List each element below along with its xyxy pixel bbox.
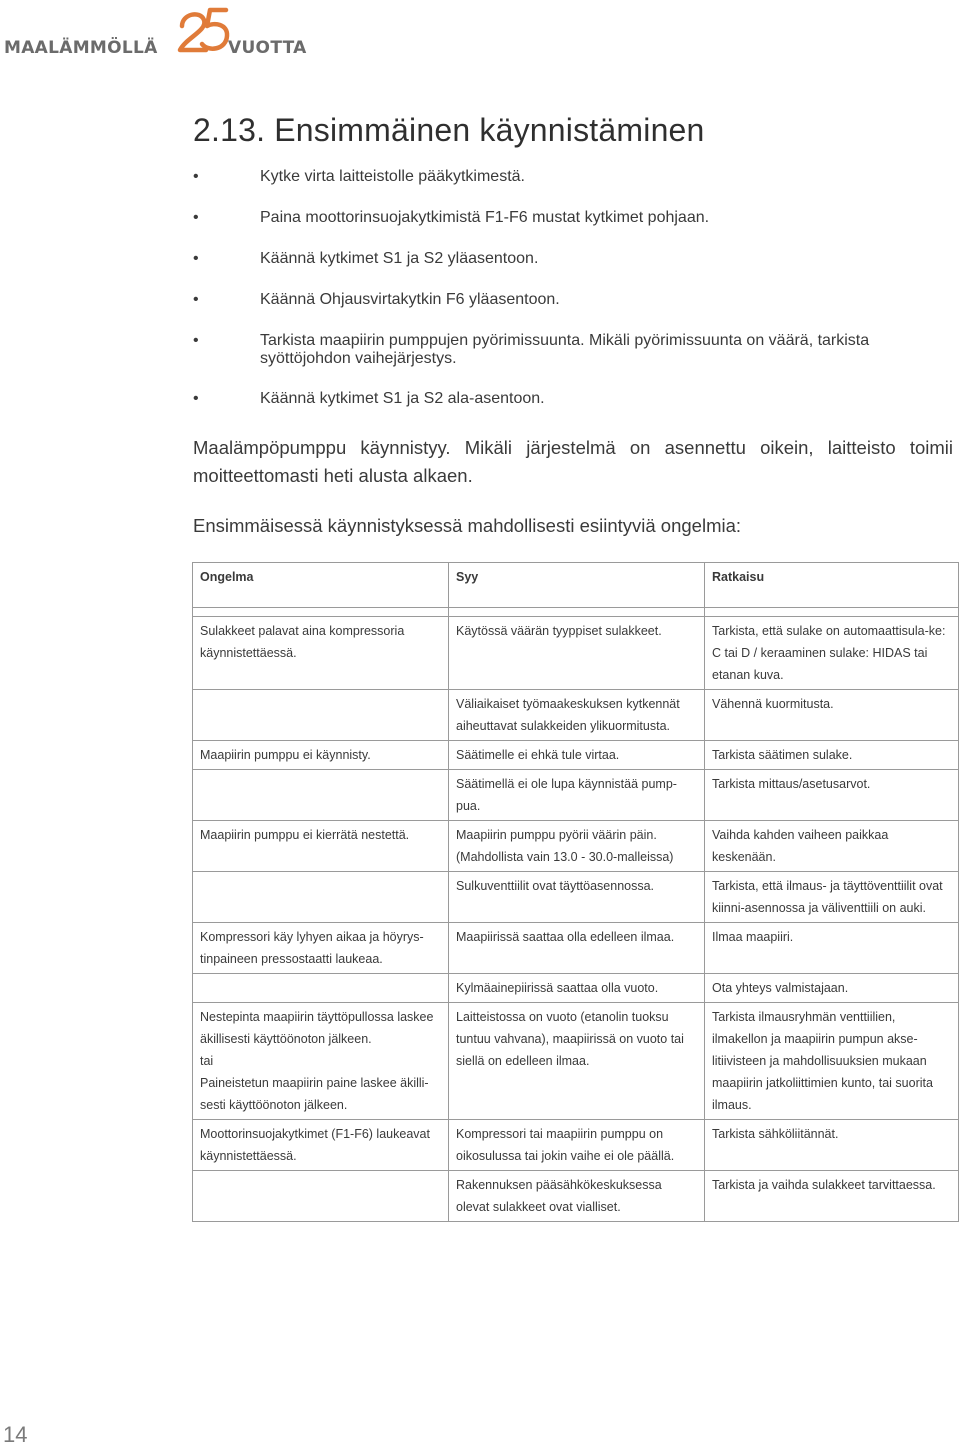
bullet-icon: • bbox=[193, 390, 199, 407]
cell-solution: Tarkista ja vaihda sulakkeet tarvittaessa. bbox=[705, 1171, 959, 1222]
column-header-solution: Ratkaisu bbox=[705, 563, 959, 608]
cell-cause: Sulkuventtiilit ovat täyttöasennossa. bbox=[449, 872, 705, 923]
table-row bbox=[193, 741, 959, 770]
cell-problem: Moottorinsuojakytkimet (F1-F6) laukeavat käynnistettäessä. bbox=[193, 1120, 449, 1171]
table-row bbox=[193, 1120, 959, 1171]
cell-cause: Kylmäainepiirissä saattaa olla vuoto. bbox=[449, 974, 705, 1003]
bullet-icon: • bbox=[193, 291, 199, 308]
cell-problem bbox=[193, 872, 449, 923]
troubleshooting-table bbox=[192, 562, 959, 1222]
cell-cause: Väliaikaiset työmaakeskuksen kytkennät aiheuttavat sulakkeiden ylikuormitusta. bbox=[449, 690, 705, 741]
cell-problem: Maapiirin pumppu ei kierrätä nestettä. bbox=[193, 821, 449, 872]
cell-cause: Maapiirin pumppu pyörii väärin päin. (Mahdollista vain 13.0 - 30.0-malleissa) bbox=[449, 821, 705, 872]
cell-solution: Tarkista mittaus/asetusarvot. bbox=[705, 770, 959, 821]
bullet-icon: • bbox=[193, 209, 199, 226]
bullet-icon: • bbox=[193, 250, 199, 267]
cell-problem: Maapiirin pumppu ei käynnisty. bbox=[193, 741, 449, 770]
brand-logo bbox=[4, 4, 309, 59]
logo-text-right: VUOTTA bbox=[228, 38, 307, 58]
table-row bbox=[193, 1171, 959, 1222]
list-item bbox=[193, 209, 933, 227]
cell-solution: Ota yhteys valmistajaan. bbox=[705, 974, 959, 1003]
table-row bbox=[193, 1003, 959, 1120]
list-item-text: Kytke virta laitteistolle pääkytkimestä. bbox=[260, 168, 525, 185]
cell-cause: Käytössä väärän tyyppiset sulakkeet. bbox=[449, 617, 705, 690]
page-number: 14 bbox=[3, 1422, 28, 1447]
table-row bbox=[193, 690, 959, 741]
problems-intro-paragraph: Ensimmäisessä käynnistyksessä mahdollisesti esiintyviä ongelmia: bbox=[193, 515, 742, 536]
list-item-text: Paina moottorinsuojakytkimistä F1-F6 mustat kytkimet pohjaan. bbox=[260, 209, 710, 226]
spacer-cell bbox=[449, 608, 705, 617]
table-row bbox=[193, 872, 959, 923]
table-row bbox=[193, 974, 959, 1003]
cell-solution: Vaihda kahden vaiheen paikkaa keskenään. bbox=[705, 821, 959, 872]
list-item bbox=[193, 291, 933, 309]
table-row bbox=[193, 617, 959, 690]
table-row bbox=[193, 821, 959, 872]
column-header-problem: Ongelma bbox=[193, 563, 449, 608]
list-item bbox=[193, 332, 933, 368]
cell-problem: Kompressori käy lyhyen aikaa ja höyrys-tinpaineen pressostaatti laukeaa. bbox=[193, 923, 449, 974]
cell-solution: Tarkista ilmausryhmän venttiilien, ilmakellon ja maapiirin pumpun akse-litiivisteen ja mahdollisuuksien mukaan maapiirin jatkoliittimien kunto, tai suorita ilmaus. bbox=[705, 1003, 959, 1120]
list-item-text: Tarkista maapiirin pumppujen pyörimissuunta. Mikäli pyörimissuunta on väärä, tarkista syöttöjohdon vaihejärjestys. bbox=[260, 332, 870, 367]
logo-text-left: MAALÄMMÖLLÄ bbox=[4, 38, 158, 58]
startup-result-paragraph: Maalämpöpumppu käynnistyy. Mikäli järjestelmä on asennettu oikein, laitteisto toimii moitteettomasti heti alusta alkaen. bbox=[193, 437, 953, 486]
spacer-cell bbox=[705, 608, 959, 617]
table-row bbox=[193, 923, 959, 974]
table-row bbox=[193, 770, 959, 821]
bullet-icon: • bbox=[193, 332, 199, 349]
cell-solution: Tarkista, että ilmaus- ja täyttöventtiilit ovat kiinni-asennossa ja väliventtiili on auki. bbox=[705, 872, 959, 923]
cell-problem bbox=[193, 1171, 449, 1222]
spacer-cell bbox=[193, 608, 449, 617]
list-item bbox=[193, 250, 933, 268]
section-heading: 2.13. Ensimmäinen käynnistäminen bbox=[193, 112, 705, 148]
list-item bbox=[193, 390, 933, 408]
table-spacer-row bbox=[193, 608, 959, 617]
cell-problem: Nestepinta maapiirin täyttöpullossa laskee äkillisesti käyttöönoton jälkeen. tai Paineistetun maapiirin paine laskee äkilli-sesti käyttöönoton jälkeen. bbox=[193, 1003, 449, 1120]
cell-cause: Säätimellä ei ole lupa käynnistää pump-pua. bbox=[449, 770, 705, 821]
logo-number: 25 bbox=[202, 40, 204, 41]
cell-cause: Rakennuksen pääsähkökeskuksessa olevat sulakkeet ovat vialliset. bbox=[449, 1171, 705, 1222]
cell-solution: Tarkista säätimen sulake. bbox=[705, 741, 959, 770]
cell-problem: Sulakkeet palavat aina kompressoria käynnistettäessä. bbox=[193, 617, 449, 690]
cell-solution: Tarkista sähköliitännät. bbox=[705, 1120, 959, 1171]
startup-steps-list bbox=[193, 168, 933, 408]
cell-cause: Säätimelle ei ehkä tule virtaa. bbox=[449, 741, 705, 770]
list-item-text: Käännä kytkimet S1 ja S2 ala-asentoon. bbox=[260, 390, 545, 407]
table-body bbox=[193, 608, 959, 1222]
bullet-icon: • bbox=[193, 168, 199, 185]
cell-cause: Maapiirissä saattaa olla edelleen ilmaa. bbox=[449, 923, 705, 974]
list-item-text: Käännä Ohjausvirtakytkin F6 yläasentoon. bbox=[260, 291, 560, 308]
list-item bbox=[193, 168, 933, 186]
cell-cause: Laitteistossa on vuoto (etanolin tuoksu tuntuu vahvana), maapiirissä on vuoto tai siellä on edelleen ilmaa. bbox=[449, 1003, 705, 1120]
column-header-cause: Syy bbox=[449, 563, 705, 608]
list-item-text: Käännä kytkimet S1 ja S2 yläasentoon. bbox=[260, 250, 539, 267]
logo-25-mark bbox=[172, 4, 232, 58]
cell-solution: Ilmaa maapiiri. bbox=[705, 923, 959, 974]
cell-solution: Vähennä kuormitusta. bbox=[705, 690, 959, 741]
cell-solution: Tarkista, että sulake on automaattisula-ke: C tai D / keraaminen sulake: HIDAS tai etanan kuva. bbox=[705, 617, 959, 690]
cell-problem bbox=[193, 974, 449, 1003]
cell-problem bbox=[193, 690, 449, 741]
table-header-row bbox=[193, 563, 959, 608]
cell-cause: Kompressori tai maapiirin pumppu on oikosulussa tai jokin vaihe ei ole päällä. bbox=[449, 1120, 705, 1171]
cell-problem bbox=[193, 770, 449, 821]
